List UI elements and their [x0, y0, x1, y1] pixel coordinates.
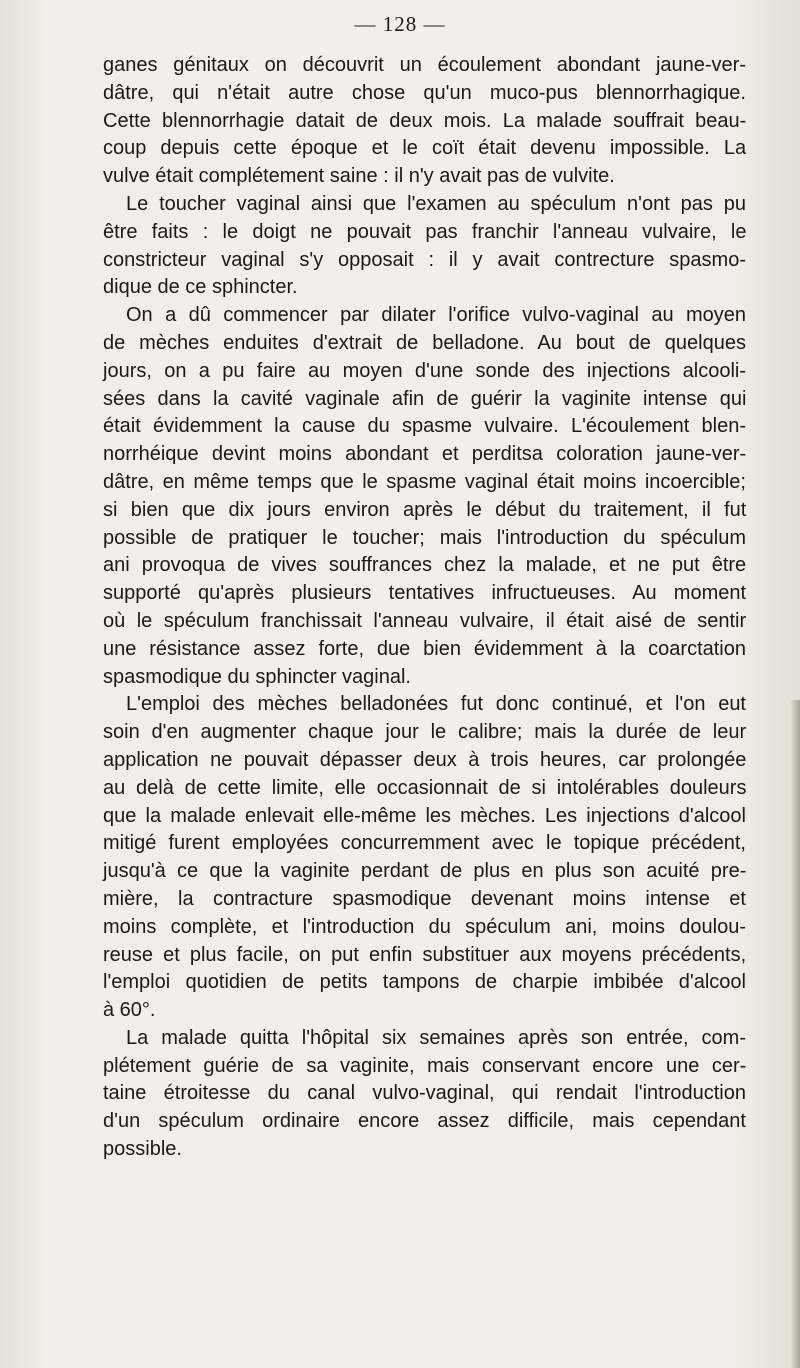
text-line: être faits : le doigt ne pouvait pas franchir l'anneau vulvaire, le [103, 220, 747, 243]
body-text [103, 52, 746, 1164]
text-line: au delà de cette limite, elle occasionnait de si intolérables douleurs [103, 776, 747, 799]
text-line: taine étroitesse du canal vulvo-vaginal, qui rendait l'introduction [103, 1082, 746, 1105]
text-line: plétement guérie de sa vaginite, mais conservant encore une cer- [103, 1054, 747, 1077]
text-line: ani provoqua de vives souffrances chez la malade, et ne put être [103, 554, 747, 577]
text-line: si bien que dix jours environ après le début du traitement, il fut [103, 498, 747, 521]
page-number: — 128 — [354, 12, 446, 36]
text-line: dique de ce sphincter. [103, 276, 298, 299]
paragraph [103, 691, 746, 1025]
text-line: à 60°. [103, 999, 156, 1022]
text-line: où le spéculum franchissait l'anneau vulvaire, il était aisé de sentir [103, 609, 747, 632]
text-line: L'emploi des mèches belladonées fut donc continué, et l'on eut [126, 693, 746, 716]
text-line: reuse et plus facile, on put enfin substituer aux moyens précédents, [103, 943, 747, 966]
text-line: Cette blennorrhagie datait de deux mois. La malade souffrait beau- [103, 109, 747, 132]
text-line: sées dans la cavité vaginale afin de guérir la vaginite intense qui [103, 387, 747, 410]
text-line: mitigé furent employées concurremment avec le topique précédent, [103, 832, 746, 855]
text-line: mière, la contracture spasmodique devenant moins intense et [103, 887, 746, 910]
text-line: l'emploi quotidien de petits tampons de charpie imbibée d'alcool [103, 971, 746, 994]
text-line: une résistance assez forte, due bien évidemment à la coarctation [103, 637, 746, 660]
text-line: dâtre, qui n'était autre chose qu'un muco-pus blennorrhagique. [103, 81, 746, 104]
text-line: constricteur vaginal s'y opposait : il y avait contrecture spasmo- [103, 248, 746, 271]
paragraph [103, 1025, 746, 1164]
text-line: que la malade enlevait elle-même les mèches. Les injections d'alcool [103, 804, 746, 827]
text-line: application ne pouvait dépasser deux à trois heures, car prolongée [103, 748, 747, 771]
text-line: possible. [103, 1138, 182, 1161]
paragraph [103, 191, 746, 302]
text-line: dâtre, en même temps que le spasme vaginal était moins incoercible; [103, 470, 746, 493]
paragraph [103, 52, 746, 191]
text-line: jusqu'à ce que la vaginite perdant de plus en plus son acuité pre- [103, 860, 747, 883]
text-line: jours, on a pu faire au moyen d'une sonde des injections alcooli- [103, 359, 746, 382]
text-line: d'un spéculum ordinaire encore assez difficile, mais cependant [103, 1110, 746, 1133]
text-line: soin d'en augmenter chaque jour le calibre; mais la durée de leur [103, 721, 747, 744]
text-line: supporté qu'après plusieurs tentatives infructueuses. Au moment [103, 582, 747, 605]
paragraph [103, 302, 746, 691]
text-line: On a dû commencer par dilater l'orifice vulvo-vaginal au moyen [126, 304, 746, 327]
text-line: spasmodique du sphincter vaginal. [103, 665, 411, 688]
text-line: moins complète, et l'introduction du spéculum ani, moins doulou- [103, 915, 747, 938]
text-line: possible de pratiquer le toucher; mais l'introduction du spéculum [103, 526, 746, 549]
page-edge-shadow [790, 700, 800, 1368]
text-line: de mèches enduites d'extrait de belladone. Au bout de quelques [103, 331, 746, 354]
text-line: vulve était complétement saine : il n'y avait pas de vulvite. [103, 165, 615, 188]
text-line: était évidemment la cause du spasme vulvaire. L'écoulement blen- [103, 415, 746, 438]
text-line: norrhéique devint moins abondant et perditsa coloration jaune-ver- [103, 443, 747, 466]
text-line: Le toucher vaginal ainsi que l'examen au spéculum n'ont pas pu [126, 192, 746, 215]
text-line: La malade quitta l'hôpital six semaines après son entrée, com- [126, 1026, 746, 1049]
text-line: coup depuis cette époque et le coït était devenu impossible. La [103, 137, 747, 160]
text-line: ganes génitaux on découvrit un écoulement abondant jaune-ver- [103, 54, 746, 76]
